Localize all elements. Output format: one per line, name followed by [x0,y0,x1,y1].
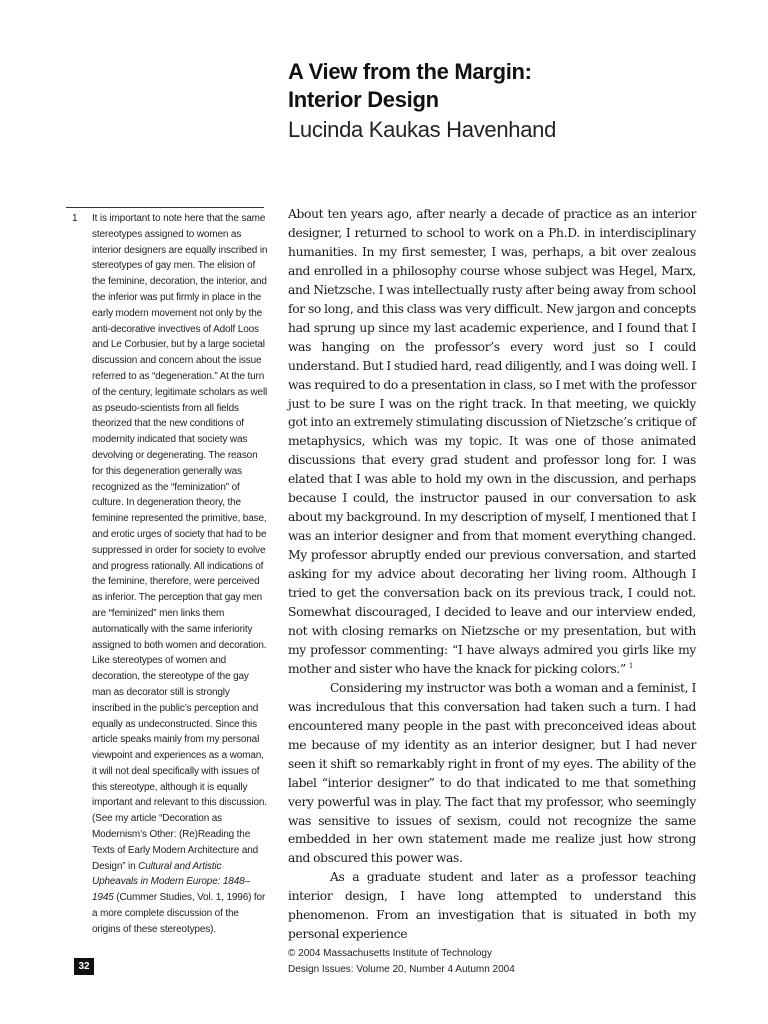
article-title [288,58,728,114]
footnote-divider [66,207,264,208]
article-header [288,58,728,144]
footnote-text-part-2: (Cummer Studies, Vol. 1, 1996) for a more complete discussion of the origins of these stereotypes). [92,892,266,935]
page-number: 32 [74,958,94,975]
article-author: Lucinda Kaukas Havenhand [288,117,557,142]
footnote-number: 1 [72,213,78,224]
article-title-line-1: A View from the Margin: [288,59,532,84]
copyright-notice: © 2004 Massachusetts Institute of Technology [288,948,492,959]
article-title-line-2: Interior Design [288,87,439,112]
body-paragraph-3: As a graduate student and later as a professor teaching interior design, I have long attempted to understand this phenomenon. From an investigation that is situated in both my personal experience [288,870,696,942]
body-paragraph-2: Considering my instructor was both a woman and a feminist, I was incredulous that this conversation had taken such a turn. I had encountered many people in the past with preconceived ideas about me because of my identity as an interior designer, but I had never seen it shift so remarkably right in front of my eyes. The ability of the label “interior designer” to do that indicated to me that something very powerful was in play. The fact that my professor, who seemingly was sensitive to issues of sexism, could not recognize the same embedded in her own statement made me realize just how strong and obscured this power was. [288,680,696,866]
footnote-text-part-1: It is important to note here that the same stereotypes assigned to women as interior designers are equally inscribed in stereotypes of gay men. The elision of the feminine, decoration, the interior, and the inferior was put firmly in place in the early modern movement not only by the anti-decorative invectives of Adolf Loos and Le Corbusier, but by a large societal discussion and concern about the issue referred to as “degeneration.” At the turn of the century, legitimate scholars as well as pseudo-scientists from all fields theorized that the new conditions of modernity indicated that society was devolving or degenerating. The reason for this degeneration generally was recognized as the “feminization” of culture. In degeneration theory, the feminine represented the primitive, base, and erotic urges of society that had to be suppressed in order for society to evolve and progress rationally. All indications of the feminine, therefore, were perceived as inferior. The perception that gay men are “feminized” men links them automatically with the same inferiority assigned to both women and decoration. Like stereotypes of women and decoration, the stereotype of the gay man as decorator still is strongly inscribed in the public’s perception and equally as undeconstructed. Since this article speaks mainly from my personal viewpoint and experiences as a woman, it will not deal specifically with issues of this stereotype, although it is equally important and relevant to this discussion. (See my article “Decoration as Modernism’s Other: (Re)Reading the Texts of Early Modern Architecture and Design” in [92,213,268,872]
footnote-book-title: Cultural and Artistic Upheavals in Modern Europe: 1848–1945 [92,860,250,904]
footnote [72,211,268,938]
footnote-reference[interactable]: 1 [628,661,633,670]
body-paragraph-1 [288,205,696,679]
article-body [288,205,696,944]
body-paragraph-1-text: About ten years ago, after nearly a decade of practice as an interior designer, I returned to school to work on a Ph.D. in interdisciplinary humanities. In my first semester, I was, perhaps, a bit over zealous and enrolled in a philosophy course whose subject was Hegel, Marx, and Nietzsche. I was intellectually rusty after being away from school for so long, and this class was very difficult. New jargon and concepts had sprung up since my last academic experience, and I found that I was hanging on the professor’s every word just so I could understand. But I studied hard, read diligently, and I was doing well. I was required to do a presentation in class, so I met with the professor just to be sure I was on the right track. In that meeting, we quickly got into an extremely stimulating discussion of Nietzsche’s critique of metaphysics, which was my topic. It was one of those animated discussions that every grad student and professor long for. I was elated that I was able to hold my own in the discussion, and perhaps because I could, the instructor paused in our conversation to ask about my background. In my description of myself, I mentioned that I was an interior designer and from that moment everything changed. My professor abruptly ended our previous conversation, and started asking for my advice about decorating her living room. Although I tried to get the conversation back on its previous track, I could not. Somewhat discouraged, I decided to leave and our interview ended, not with closing remarks on Nietzsche or my presentation, but with my professor commenting: “I have always admired you girls like my mother and sister who have the knack for picking colors.” [288,207,696,676]
footnote-text [92,211,268,938]
journal-citation: Design Issues: Volume 20, Number 4 Autumn 2004 [288,964,515,975]
